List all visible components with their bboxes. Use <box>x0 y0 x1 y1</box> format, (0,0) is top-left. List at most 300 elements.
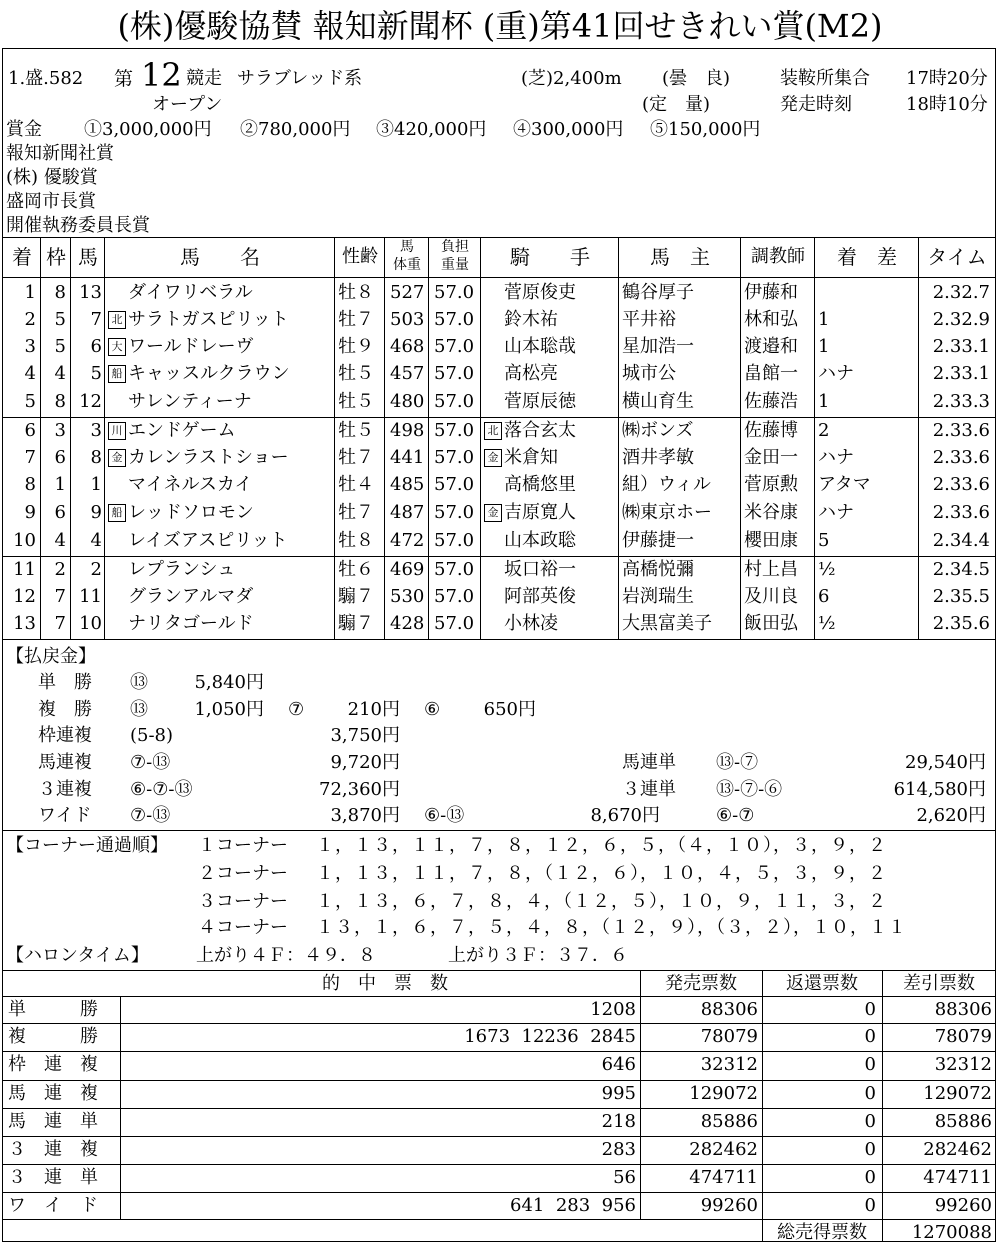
result-uma: 7 <box>90 309 102 330</box>
result-margin: ハナ <box>818 363 854 384</box>
wide-label: ワイド <box>38 805 92 826</box>
result-weight: 441 <box>390 447 425 468</box>
result-uma: 8 <box>90 447 102 468</box>
result-rank: 3 <box>24 336 36 357</box>
race-kyoso: 競走 <box>186 68 222 89</box>
result-owner: 平井裕 <box>622 309 676 330</box>
result-weight: 469 <box>390 559 425 580</box>
votes-bet-type: ３ 連 複 <box>8 1139 98 1160</box>
tansho-label: 単 勝 <box>38 672 92 693</box>
result-time: 2.32.9 <box>932 309 990 330</box>
result-trainer: 佐藤博 <box>744 420 798 441</box>
votes-net-count: 32312 <box>934 1054 992 1075</box>
result-time: 2.34.5 <box>932 559 990 580</box>
umaren-combo: ⑦-⑬ <box>130 752 171 773</box>
result-rank: 2 <box>24 309 36 330</box>
votes-sold-count: 282462 <box>689 1139 758 1160</box>
origin-badge: 船 <box>108 365 126 383</box>
start-label: 発走時刻 <box>780 94 852 115</box>
result-load: 57.0 <box>434 559 475 580</box>
result-load: 57.0 <box>434 309 475 330</box>
votes-net-count: 474711 <box>923 1167 992 1188</box>
votes-refund-count: 0 <box>864 1167 876 1188</box>
trifecta-label: ３連単 <box>622 779 676 800</box>
result-jockey: 坂口裕一 <box>504 559 576 580</box>
wakuren-label: 枠連複 <box>38 725 92 746</box>
result-waku: 1 <box>54 474 66 495</box>
award-2: (株) 優駿賞 <box>6 167 98 188</box>
jockey-badge: 北 <box>484 422 502 440</box>
votes-column-line <box>882 970 883 1242</box>
result-trainer: 佐藤浩 <box>744 391 798 412</box>
result-trainer: 伊藤和 <box>744 282 798 303</box>
result-load: 57.0 <box>434 502 475 523</box>
result-owner: 高橋悦彌 <box>622 559 694 580</box>
result-margin: アタマ <box>818 474 871 495</box>
origin-badge: 北 <box>108 311 126 329</box>
award-3: 盛岡市長賞 <box>6 191 96 212</box>
votes-net-count: 99260 <box>934 1195 992 1216</box>
result-sexage: 牡４ <box>338 474 374 495</box>
votes-col-net: 差引票数 <box>903 973 975 994</box>
result-horse-name: レイズアスピリット <box>128 530 288 551</box>
fukusho-amount-2: 210円 <box>347 699 400 720</box>
result-time: 2.34.4 <box>932 530 990 551</box>
result-uma: 3 <box>90 420 102 441</box>
votes-bet-type: 複 勝 <box>8 1026 98 1047</box>
page-title: (株)優駿協賛 報知新聞杯 (重)第41回せきれい賞(M2) <box>117 7 883 45</box>
votes-refund-count: 0 <box>864 1111 876 1132</box>
result-uma: 12 <box>79 391 102 412</box>
result-trainer: 菅原勲 <box>744 474 798 495</box>
results-bottom-rule <box>2 639 996 640</box>
result-horse-name: レプランシュ <box>128 559 236 580</box>
origin-badge: 川 <box>108 422 126 440</box>
result-jockey: 山本政聡 <box>504 530 576 551</box>
result-time: 2.35.6 <box>932 613 990 634</box>
origin-badge: 大 <box>108 338 126 356</box>
tansho-combo: ⑬ <box>130 672 148 693</box>
result-waku: 7 <box>54 613 66 634</box>
votes-sold-count: 78079 <box>700 1026 758 1047</box>
result-rank: 4 <box>24 363 36 384</box>
result-weight: 527 <box>390 282 425 303</box>
col-trainer: 調教師 <box>751 246 805 267</box>
votes-col-sold: 発売票数 <box>665 973 737 994</box>
col-load-b: 重量 <box>441 257 469 273</box>
corner-1-label: １コーナー <box>198 835 288 856</box>
result-trainer: 金田一 <box>744 447 798 468</box>
umatan-label: 馬連単 <box>622 752 676 773</box>
result-horse-name: カレンラストショー <box>128 447 289 468</box>
result-rank: 10 <box>13 530 36 551</box>
votes-column-line <box>640 970 641 1219</box>
col-owner: 馬 主 <box>650 245 710 269</box>
result-owner: 星加浩一 <box>622 336 694 357</box>
award-4: 開催執務委員長賞 <box>6 215 150 236</box>
race-number: 12 <box>141 56 182 94</box>
votes-bet-type: 枠 連 複 <box>8 1054 98 1075</box>
votes-sold-count: 474711 <box>689 1167 758 1188</box>
payout-header: 【払戻金】 <box>6 646 96 667</box>
votes-hit-count: 646 <box>601 1054 636 1075</box>
col-rank: 着 <box>12 245 32 269</box>
result-origin-mark <box>108 418 127 444</box>
result-waku: 6 <box>54 447 66 468</box>
result-uma: 4 <box>90 530 102 551</box>
umaren-label: 馬連複 <box>38 752 92 773</box>
umatan-combo: ⑬-⑦ <box>716 752 759 773</box>
result-time: 2.33.1 <box>932 363 990 384</box>
result-owner: 伊藤捷一 <box>622 530 694 551</box>
fukusho-combo-1: ⑬ <box>130 699 148 720</box>
votes-column-line <box>120 996 121 1219</box>
jockey-badge: 金 <box>484 449 502 467</box>
votes-hit-count: 641 283 956 <box>510 1195 636 1216</box>
result-waku: 4 <box>54 530 66 551</box>
race-weather: (曇 良) <box>662 68 731 89</box>
votes-hit-count: 1673 12236 2845 <box>464 1026 636 1047</box>
result-owner: ㈱東京ホー <box>622 502 712 523</box>
result-jockey: 米倉知 <box>504 447 558 468</box>
result-margin: 5 <box>818 530 830 551</box>
result-sexage: 牡７ <box>338 309 374 330</box>
result-owner: 酒井孝敏 <box>622 447 694 468</box>
prize-2: ②780,000円 <box>240 119 351 140</box>
result-uma: 6 <box>90 336 102 357</box>
result-time: 2.35.5 <box>932 586 990 607</box>
results-column-line <box>480 237 481 639</box>
votes-hit-count: 218 <box>601 1111 636 1132</box>
result-weight: 503 <box>390 309 425 330</box>
votes-refund-count: 0 <box>864 1139 876 1160</box>
prize-5: ⑤150,000円 <box>650 119 761 140</box>
wide-combo-3: ⑥-⑦ <box>716 805 755 826</box>
tansho-amount: 5,840円 <box>194 672 264 693</box>
result-load: 57.0 <box>434 336 475 357</box>
paddock-label: 装鞍所集合 <box>780 68 870 89</box>
col-waku: 枠 <box>46 245 66 269</box>
result-horse-name: サレンティーナ <box>128 391 252 412</box>
votes-sold-count: 99260 <box>700 1195 758 1216</box>
votes-bet-type: ３ 連 単 <box>8 1167 98 1188</box>
result-trainer: 渡邉和 <box>744 336 798 357</box>
votes-column-line <box>762 970 763 1242</box>
umatan-amount: 29,540円 <box>905 752 986 773</box>
result-jockey: 落合玄太 <box>504 420 576 441</box>
result-rank: 9 <box>24 502 36 523</box>
votes-net-count: 129072 <box>923 1083 992 1104</box>
result-horse-name: エンドゲーム <box>128 420 236 441</box>
result-margin: 2 <box>818 420 830 441</box>
votes-sold-count: 129072 <box>689 1083 758 1104</box>
result-weight: 487 <box>390 502 425 523</box>
result-time: 2.33.3 <box>932 391 990 412</box>
results-header-rule <box>2 277 996 278</box>
result-jockey: 山本聡哉 <box>504 336 576 357</box>
race-dai: 第 <box>114 68 134 90</box>
result-uma: 13 <box>79 282 102 303</box>
result-sexage: 牡７ <box>338 447 374 468</box>
votes-refund-count: 0 <box>864 1026 876 1047</box>
results-column-line <box>104 237 105 639</box>
result-weight: 498 <box>390 420 425 441</box>
result-trainer: 米谷康 <box>744 502 798 523</box>
wide-amount-2: 8,670円 <box>590 805 660 826</box>
race-class: オープン <box>152 94 223 115</box>
result-sexage: 牡７ <box>338 502 374 523</box>
result-jockey-mark <box>484 500 503 526</box>
result-weight: 530 <box>390 586 425 607</box>
result-owner: 組）ウィル <box>622 474 711 495</box>
result-uma: 11 <box>79 586 102 607</box>
trio-combo: ⑥-⑦-⑬ <box>130 779 193 800</box>
wakuren-combo: (5-8) <box>130 725 174 746</box>
result-uma: 9 <box>90 502 102 523</box>
result-weight: 428 <box>390 613 425 634</box>
result-waku: 7 <box>54 586 66 607</box>
result-jockey: 鈴木祐 <box>504 309 558 330</box>
votes-bet-type: 単 勝 <box>8 999 98 1020</box>
votes-refund-count: 0 <box>864 1054 876 1075</box>
result-owner: ㈱ボンズ <box>622 420 694 441</box>
result-waku: 3 <box>54 420 66 441</box>
votes-hit-count: 56 <box>613 1167 636 1188</box>
result-jockey: 菅原辰徳 <box>504 391 576 412</box>
result-waku: 5 <box>54 336 66 357</box>
votes-hit-count: 283 <box>601 1139 636 1160</box>
prize-4: ④300,000円 <box>513 119 624 140</box>
votes-sold-count: 88306 <box>700 999 758 1020</box>
col-uma: 馬 <box>78 245 98 269</box>
result-time: 2.33.6 <box>932 502 990 523</box>
result-origin-mark <box>108 307 127 333</box>
result-horse-name: キャッスルクラウン <box>128 363 290 384</box>
corner-4-order: １３，１，６，７，５，４，８，（１２，９），（３，２），１０，１１ <box>316 917 907 938</box>
votes-net-count: 282462 <box>923 1139 992 1160</box>
col-margin: 着 差 <box>837 245 897 269</box>
votes-total-label: 総売得票数 <box>777 1222 867 1243</box>
result-jockey: 小林凌 <box>504 613 558 634</box>
corner-4-label: ４コーナー <box>198 917 288 938</box>
jockey-badge: 金 <box>484 504 502 522</box>
furlong-last3f: 上がり３Ｆ：３７．６ <box>448 945 628 966</box>
result-time: 2.33.6 <box>932 474 990 495</box>
trifecta-amount: 614,580円 <box>893 779 986 800</box>
result-origin-mark <box>108 445 127 471</box>
wide-combo-1: ⑦-⑬ <box>130 805 171 826</box>
result-load: 57.0 <box>434 363 475 384</box>
result-owner: 城市公 <box>622 363 676 384</box>
fukusho-amount-1: 1,050円 <box>194 699 264 720</box>
result-weight: 480 <box>390 391 425 412</box>
corner-3-order: １，１３，６，７，８，４，（１２，５），１０，９，１１，３，２ <box>316 891 887 912</box>
results-column-line <box>384 237 385 639</box>
trio-label: ３連複 <box>38 779 92 800</box>
furlong-header: 【ハロンタイム】 <box>6 945 149 966</box>
corners-header: 【コーナー通過順】 <box>6 835 168 856</box>
result-margin: 6 <box>818 586 830 607</box>
fukusho-amount-3: 650円 <box>483 699 536 720</box>
result-margin: ハナ <box>818 502 854 523</box>
result-sexage: 牡８ <box>338 282 374 303</box>
start-time: 18時10分 <box>906 94 988 115</box>
result-sexage: 牡９ <box>338 336 374 357</box>
result-margin: ½ <box>818 559 836 580</box>
results-column-line <box>618 237 619 639</box>
result-weight: 457 <box>390 363 425 384</box>
result-time: 2.33.6 <box>932 447 990 468</box>
result-load: 57.0 <box>434 420 475 441</box>
result-sexage: 牡８ <box>338 530 374 551</box>
result-sexage: 牡５ <box>338 363 374 384</box>
votes-net-count: 85886 <box>934 1111 992 1132</box>
result-load: 57.0 <box>434 613 475 634</box>
col-name: 馬 名 <box>180 245 260 269</box>
results-column-line <box>918 237 919 639</box>
result-sexage: 牡６ <box>338 559 374 580</box>
result-rank: 1 <box>24 282 36 303</box>
result-sexage: 牡５ <box>338 420 374 441</box>
result-horse-name: レッドソロモン <box>128 502 254 523</box>
result-uma: 2 <box>90 559 102 580</box>
result-weight: 485 <box>390 474 425 495</box>
result-horse-name: マイネルスカイ <box>128 474 253 495</box>
result-uma: 10 <box>79 613 102 634</box>
result-load: 57.0 <box>434 447 475 468</box>
result-trainer: 林和弘 <box>744 309 798 330</box>
result-margin: ½ <box>818 613 836 634</box>
origin-badge: 船 <box>108 504 126 522</box>
furlong-last4f: 上がり４Ｆ：４９．８ <box>196 945 376 966</box>
result-trainer: 櫻田康 <box>744 530 798 551</box>
wide-amount-3: 2,620円 <box>916 805 986 826</box>
result-sexage: 騸７ <box>338 586 374 607</box>
result-origin-mark <box>108 500 127 526</box>
result-horse-name: ワールドレーヴ <box>128 336 254 357</box>
award-1: 報知新聞社賞 <box>6 143 114 164</box>
result-owner: 大黒富美子 <box>622 613 712 634</box>
result-trainer: 畠館一 <box>744 363 798 384</box>
result-margin: 1 <box>818 309 830 330</box>
result-uma: 5 <box>90 363 102 384</box>
votes-hit-count: 995 <box>601 1083 636 1104</box>
corner-2-order: １，１３，１１，７，８，（１２，６），１０，４，５，３，９，２ <box>316 863 887 884</box>
result-rank: 6 <box>24 420 36 441</box>
col-jockey: 騎 手 <box>510 245 590 269</box>
trifecta-combo: ⑬-⑦-⑥ <box>716 779 783 800</box>
result-horse-name: グランアルマダ <box>128 586 254 607</box>
result-owner: 鶴谷厚子 <box>622 282 694 303</box>
votes-total: 1270088 <box>911 1222 992 1243</box>
result-waku: 8 <box>54 391 66 412</box>
votes-col-hit: 的 中 票 数 <box>322 973 448 994</box>
result-margin: 1 <box>818 391 830 412</box>
fukusho-combo-2: ⑦ <box>288 699 305 720</box>
result-margin: ハナ <box>818 447 854 468</box>
prize-label: 賞金 <box>6 119 42 140</box>
result-weight: 472 <box>390 530 425 551</box>
result-trainer: 村上昌 <box>744 559 798 580</box>
result-uma: 1 <box>90 474 102 495</box>
wakuren-amount: 3,750円 <box>330 725 400 746</box>
result-origin-mark <box>108 361 127 387</box>
result-horse-name: ダイワリベラル <box>128 282 253 303</box>
fukusho-label: 複 勝 <box>38 699 92 720</box>
votes-refund-count: 0 <box>864 1195 876 1216</box>
result-sexage: 牡５ <box>338 391 374 412</box>
col-weight-a: 馬 <box>400 239 414 255</box>
votes-hit-count: 1208 <box>590 999 636 1020</box>
race-weight-rule: (定 量) <box>642 94 711 115</box>
votes-refund-count: 0 <box>864 1083 876 1104</box>
result-origin-mark <box>108 334 127 360</box>
votes-bet-type: 馬 連 単 <box>8 1111 98 1132</box>
corner-3-label: ３コーナー <box>198 891 288 912</box>
wide-combo-2: ⑥-⑬ <box>424 805 465 826</box>
race-breed: サラブレッド系 <box>237 68 363 89</box>
result-time: 2.33.6 <box>932 420 990 441</box>
votes-net-count: 78079 <box>934 1026 992 1047</box>
col-load-a: 負担 <box>441 239 469 255</box>
race-distance: (芝)2,400m <box>521 68 622 89</box>
result-rank: 13 <box>13 613 36 634</box>
results-top-rule <box>2 237 996 238</box>
votes-bet-type: ワ イ ド <box>8 1195 98 1216</box>
result-rank: 5 <box>24 391 36 412</box>
result-jockey: 高橋悠里 <box>504 474 576 495</box>
result-rank: 12 <box>13 586 36 607</box>
fukusho-combo-3: ⑥ <box>424 699 441 720</box>
result-jockey: 菅原俊吏 <box>504 282 576 303</box>
result-waku: 2 <box>54 559 66 580</box>
corner-1-order: １，１３，１１，７，８，１２，６，５，（４，１０），３，９，２ <box>316 835 887 856</box>
result-load: 57.0 <box>434 530 475 551</box>
votes-col-refund: 返還票数 <box>786 973 858 994</box>
trio-amount: 72,360円 <box>319 779 400 800</box>
result-horse-name: ナリタゴールド <box>128 613 254 634</box>
result-time: 2.33.1 <box>932 336 990 357</box>
paddock-time: 17時20分 <box>906 68 988 89</box>
result-rank: 11 <box>13 559 36 580</box>
results-column-line <box>428 237 429 639</box>
result-waku: 6 <box>54 502 66 523</box>
result-owner: 横山育生 <box>622 391 694 412</box>
votes-bet-type: 馬 連 複 <box>8 1083 98 1104</box>
votes-net-count: 88306 <box>934 999 992 1020</box>
origin-badge: 金 <box>108 449 126 467</box>
result-jockey-mark <box>484 445 503 471</box>
umaren-amount: 9,720円 <box>330 752 400 773</box>
result-trainer: 及川良 <box>744 586 798 607</box>
votes-sold-count: 85886 <box>700 1111 758 1132</box>
result-time: 2.32.7 <box>932 282 990 303</box>
result-load: 57.0 <box>434 474 475 495</box>
result-jockey: 阿部英俊 <box>504 586 576 607</box>
col-weight-b: 体重 <box>393 257 421 273</box>
votes-refund-count: 0 <box>864 999 876 1020</box>
votes-sold-count: 32312 <box>700 1054 758 1075</box>
result-waku: 8 <box>54 282 66 303</box>
result-jockey-mark <box>484 418 503 444</box>
result-rank: 7 <box>24 447 36 468</box>
prize-3: ③420,000円 <box>376 119 487 140</box>
col-sexage: 性齢 <box>342 246 378 267</box>
prize-1: ①3,000,000円 <box>84 119 212 140</box>
result-margin: 1 <box>818 336 830 357</box>
result-load: 57.0 <box>434 282 475 303</box>
result-horse-name: サラトガスピリット <box>128 309 289 330</box>
